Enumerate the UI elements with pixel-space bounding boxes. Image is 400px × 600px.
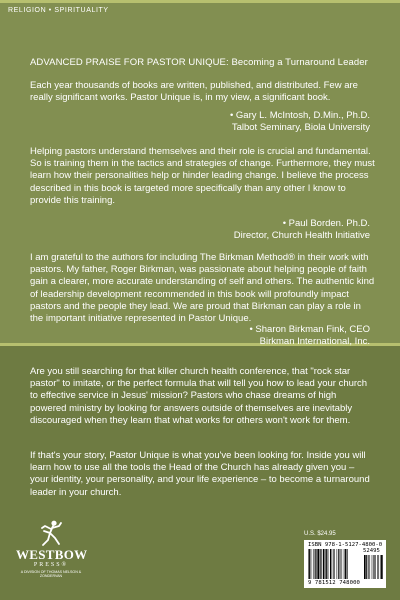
attribution-name: • Gary L. McIntosh, D.Min., Ph.D. xyxy=(229,110,370,121)
praise-quote-2: Helping pastors understand themselves and their role is crucial and fundamental. So is training them in the tactics and strategies of change. Furthermore, they must learn how their personalities help or hinder leading change. I believe the process described in this book is targeted more specifically than any other I know to provide this training. xyxy=(30,146,375,206)
description-paragraph-1: Are you still searching for that killer church health conference, that "rock star pastor" to imitate, or the perfect formula that will tell you how to lead your church to effective service in Jesus' mission? Pastors who chase dreams of high powered ministry by looking for answers outside of themselves are inevitably discouraged when they learn that what works for others won't work for them. xyxy=(30,366,368,426)
barcode-addon-bar xyxy=(372,555,373,579)
barcode-bar xyxy=(326,549,327,579)
publisher-logo xyxy=(16,520,86,585)
price-label: U.S. $24.95 xyxy=(304,531,336,537)
barcode-bar xyxy=(325,549,326,579)
praise-attribution-3 xyxy=(110,324,370,348)
top-divider xyxy=(0,0,400,3)
barcode-bar xyxy=(311,549,312,579)
publisher-wordmark: WESTBOW xyxy=(16,547,88,562)
barcode-bar xyxy=(337,549,338,579)
attribution-title: Director, Church Health Initiative xyxy=(233,230,370,242)
barcode-addon-bar xyxy=(381,555,383,579)
barcode-bar xyxy=(321,549,322,579)
barcode-bar xyxy=(340,549,341,579)
barcode-bar xyxy=(308,549,309,579)
description-paragraph-2: If that's your story, Pastor Unique is what you've been looking for. Inside you will learn how to use all the tools the Head of the Church has already given you – your identity, your personality, and your life experience – to become a turnaround leader in your church. xyxy=(30,450,370,498)
barcode-addon-bar xyxy=(368,555,369,579)
praise-attribution-2 xyxy=(110,218,370,242)
attribution-title: Birkman International, Inc. xyxy=(259,336,370,348)
barcode-addon-bar xyxy=(370,555,371,579)
barcode-bar xyxy=(345,549,346,579)
barcode-bar xyxy=(317,549,319,579)
barcode-addon-bar xyxy=(380,555,381,579)
barcode-bar xyxy=(328,549,329,579)
publisher-press: PRESS® xyxy=(33,562,69,568)
barcode-addon-bar xyxy=(364,555,366,579)
barcode-bars xyxy=(307,549,383,580)
isbn-label: ISBN 978-1-5127-4800-0 xyxy=(308,542,383,548)
barcode-bar xyxy=(344,549,345,579)
barcode-addon-bar xyxy=(378,555,379,579)
attribution-name: • Paul Borden. Ph.D. xyxy=(282,218,370,229)
barcode-bar xyxy=(313,549,314,579)
attribution-name: • Sharon Birkman Fink, CEO xyxy=(249,324,370,335)
barcode-bar xyxy=(332,549,333,579)
barcode-bar xyxy=(334,549,335,579)
isbn-barcode xyxy=(304,540,386,588)
barcode-bar xyxy=(338,549,339,579)
barcode-bar xyxy=(347,549,348,579)
barcode-bar xyxy=(320,549,321,579)
barcode-addon-bar xyxy=(373,555,374,579)
praise-attribution-1 xyxy=(110,110,370,134)
barcode-addon-bar xyxy=(377,555,378,579)
barcode-addon-code: 52495 xyxy=(363,548,380,554)
category-label: RELIGION • SPIRITUALITY xyxy=(8,7,109,14)
barcode-bar xyxy=(342,549,343,579)
barcode-bar xyxy=(323,549,325,579)
barcode-bar xyxy=(330,549,331,579)
praise-quote-3: I am grateful to the authors for including The Birkman Method® in their work with pastors. My father, Roger Birkman, was passionate about helping people of faith gain a clearer, more accurate understanding of self and others. The authentic kind of leadership development recommended in this book will profoundly impact pastors and the people they lead. We are proud that Birkman can play a role in the important initiative represented in Pastor Unique. xyxy=(30,252,375,325)
barcode-bar xyxy=(309,549,310,579)
barcode-bar xyxy=(316,549,317,579)
barcode-bar xyxy=(333,549,334,579)
praise-heading: ADVANCED PRAISE FOR PASTOR UNIQUE: Becoming a Turnaround Leader xyxy=(30,57,368,68)
praise-quote-1: Each year thousands of books are written, published, and distributed. Few are really significant works. Pastor Unique is, in my view, a significant book. xyxy=(30,80,358,104)
publisher-division: A DIVISION OF THOMAS NELSON & ZONDERVAN xyxy=(20,570,82,579)
barcode-bar xyxy=(315,549,316,579)
barcode-addon-bar xyxy=(366,555,367,579)
barcode-addon-bar xyxy=(374,555,375,579)
leaping-figure-icon xyxy=(40,520,62,546)
attribution-title: Talbot Seminary, Biola University xyxy=(231,122,370,134)
barcode-digits: 9 781512 748000 xyxy=(308,580,361,586)
